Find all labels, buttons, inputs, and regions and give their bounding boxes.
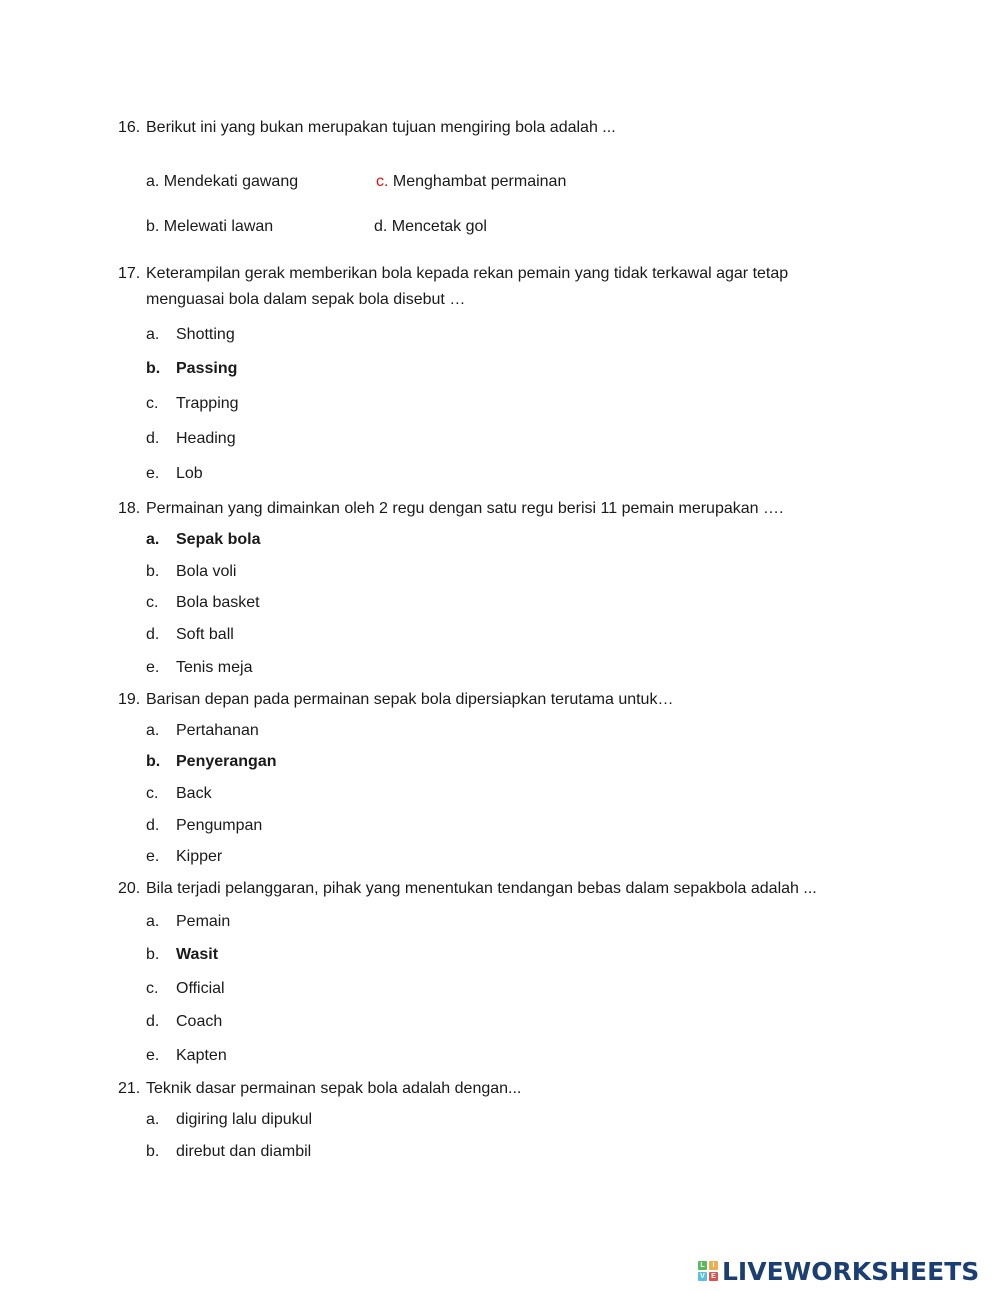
option-18e[interactable] [146, 658, 252, 678]
option-text: Passing [176, 360, 238, 377]
option-letter: d. [146, 1013, 160, 1030]
question-number: 16. [118, 119, 141, 136]
option-letter: c. [376, 173, 389, 190]
option-text: Shotting [176, 326, 235, 343]
option-letter: c. [146, 594, 159, 611]
question-16 [118, 115, 858, 141]
question-19 [118, 687, 858, 713]
option-17d[interactable] [146, 429, 236, 449]
option-letter: b. [146, 946, 160, 963]
option-16b[interactable] [146, 217, 273, 237]
option-21b[interactable] [146, 1142, 311, 1162]
question-text: Teknik dasar permainan sepak bola adalah dengan... [146, 1080, 522, 1097]
option-letter: b. [146, 753, 161, 770]
option-letter: a. [146, 913, 160, 930]
option-20e[interactable] [146, 1046, 227, 1066]
option-16a[interactable] [146, 172, 298, 192]
option-text: Heading [176, 430, 236, 447]
option-text: Soft ball [176, 626, 234, 643]
option-text: digiring lalu dipukul [176, 1111, 313, 1128]
logo-text: LIVEWORKSHEETS [722, 1256, 980, 1286]
option-letter: b. [146, 563, 160, 580]
option-text: Coach [176, 1013, 223, 1030]
logo-mark-icon: L I V E [698, 1261, 718, 1281]
question-21 [118, 1076, 858, 1102]
option-letter: e. [146, 465, 160, 482]
question-text: Keterampilan gerak memberikan bola kepada rekan pemain yang tidak terkawal agar tetap menguasai bola dalam sepak bola disebut … [146, 265, 789, 308]
option-20d[interactable] [146, 1012, 222, 1032]
option-17b[interactable] [146, 359, 237, 379]
question-number: 20. [118, 880, 141, 897]
question-text: Bila terjadi pelanggaran, pihak yang menentukan tendangan bebas dalam sepakbola adalah ... [146, 880, 817, 897]
option-text: direbut dan diambil [176, 1143, 312, 1160]
option-text: Kapten [176, 1047, 227, 1064]
option-letter: d. [146, 430, 160, 447]
option-letter: e. [146, 659, 160, 676]
question-text: Barisan depan pada permainan sepak bola dipersiapkan terutama untuk… [146, 691, 674, 708]
option-17e[interactable] [146, 464, 203, 484]
option-16d[interactable] [374, 217, 487, 237]
option-18a[interactable] [146, 530, 260, 550]
option-17a[interactable] [146, 325, 235, 345]
option-18d[interactable] [146, 625, 234, 645]
option-text: Lob [176, 465, 203, 482]
option-19b[interactable] [146, 752, 276, 772]
question-20 [118, 876, 858, 902]
option-19d[interactable] [146, 816, 262, 836]
option-17c[interactable] [146, 394, 239, 414]
option-20a[interactable] [146, 912, 230, 932]
option-letter: a. [146, 326, 160, 343]
option-letter: b. [146, 1143, 160, 1160]
option-letter: a. [146, 1111, 160, 1128]
option-letter: e. [146, 848, 160, 865]
question-number: 18. [118, 500, 141, 517]
option-19a[interactable] [146, 721, 259, 741]
question-18 [118, 496, 858, 522]
option-text: Penyerangan [176, 753, 277, 770]
question-number: 21. [118, 1080, 141, 1097]
option-letter: d. [374, 218, 388, 235]
question-number: 19. [118, 691, 141, 708]
question-17 [118, 261, 858, 313]
option-letter: d. [146, 817, 160, 834]
option-text: Mencetak gol [391, 218, 487, 235]
option-letter: b. [146, 360, 161, 377]
option-text: Wasit [176, 946, 219, 963]
option-20c[interactable] [146, 979, 225, 999]
option-letter: c. [146, 980, 159, 997]
option-text: Melewati lawan [163, 218, 274, 235]
option-letter: e. [146, 1047, 160, 1064]
question-number: 17. [118, 265, 141, 282]
question-text: Permainan yang dimainkan oleh 2 regu dengan satu regu berisi 11 pemain merupakan …. [146, 500, 784, 517]
option-text: Pemain [176, 913, 231, 930]
option-19e[interactable] [146, 847, 222, 867]
option-text: Mendekati gawang [163, 173, 299, 190]
option-text: Back [176, 785, 212, 802]
liveworksheets-logo [698, 1256, 979, 1286]
option-text: Kipper [176, 848, 223, 865]
option-text: Menghambat permainan [392, 173, 567, 190]
option-20b[interactable] [146, 945, 218, 965]
option-letter: a. [146, 173, 160, 190]
option-text: Bola basket [176, 594, 260, 611]
option-letter: c. [146, 395, 159, 412]
option-letter: c. [146, 785, 159, 802]
option-16c[interactable] [376, 172, 566, 192]
option-text: Pertahanan [176, 722, 259, 739]
option-text: Trapping [176, 395, 239, 412]
option-letter: a. [146, 722, 160, 739]
option-19c[interactable] [146, 784, 212, 804]
option-text: Official [176, 980, 225, 997]
option-letter: a. [146, 531, 160, 548]
question-text: Berikut ini yang bukan merupakan tujuan mengiring bola adalah ... [146, 119, 616, 136]
option-letter: d. [146, 626, 160, 643]
option-text: Sepak bola [176, 531, 261, 548]
option-letter: b. [146, 218, 160, 235]
option-text: Tenis meja [176, 659, 253, 676]
option-18b[interactable] [146, 562, 236, 582]
option-18c[interactable] [146, 593, 260, 613]
option-21a[interactable] [146, 1110, 312, 1130]
option-text: Bola voli [176, 563, 237, 580]
option-text: Pengumpan [176, 817, 263, 834]
